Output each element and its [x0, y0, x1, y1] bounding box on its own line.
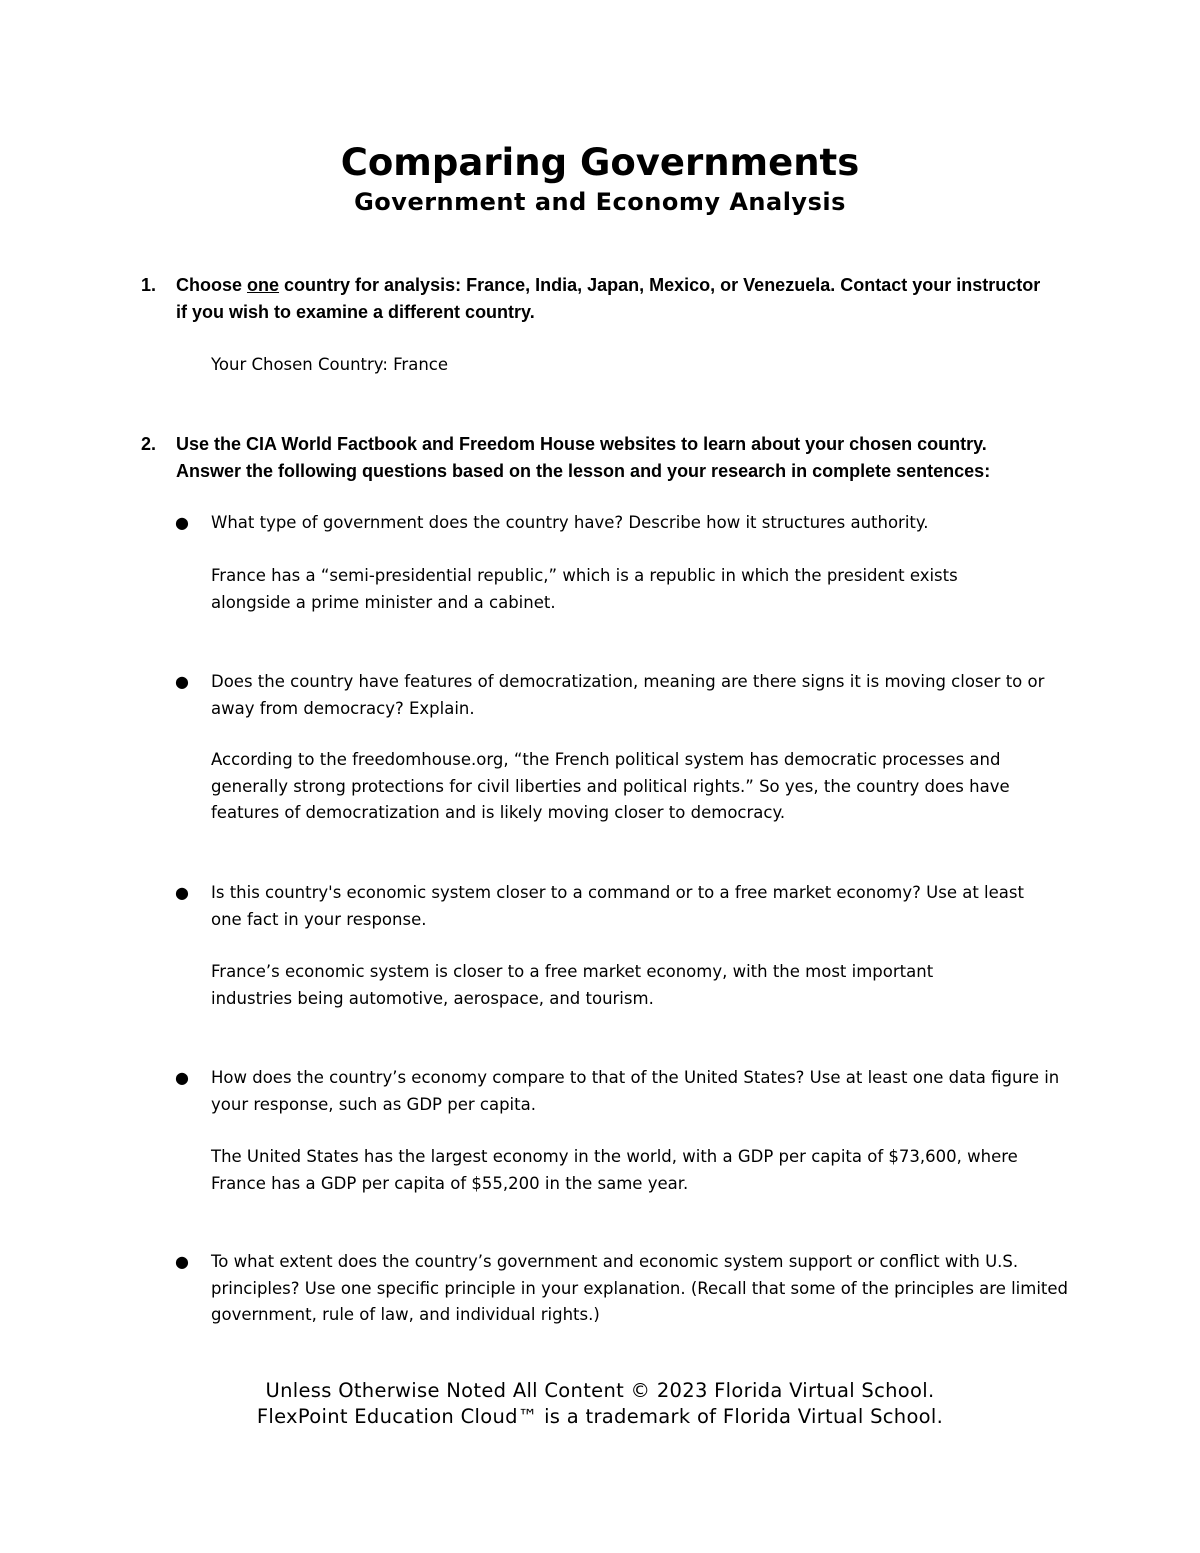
page-title: Comparing Governments: [340, 141, 860, 184]
bullet-5-question: To what extent does the country’s government and economic system support or conflict with U.S. principles? Use one specific principle in your explanation. (Recall that some of the principles are limited government, rule of law, and individual rights.): [211, 1252, 1069, 1324]
bullet-icon: ●: [175, 1068, 189, 1087]
bullet-4-answer: The United States has the largest economy in the world, with a GDP per capita of $73,600, where France has a GDP per capita of $55,200 in the same year.: [211, 1147, 1018, 1193]
question-1: [141, 272, 1041, 326]
bullet-3-answer: France’s economic system is closer to a free market economy, with the most important industries being automotive, aerospace, and tourism.: [211, 962, 934, 1008]
copyright-footer: [0, 1378, 1200, 1430]
page-subtitle: Government and Economy Analysis: [354, 188, 846, 216]
bullet-icon: ●: [175, 513, 189, 532]
bullet-icon: ●: [175, 883, 189, 902]
question-2: [141, 431, 1041, 485]
footer-line-2: FlexPoint Education Cloud™ is a trademark of Florida Virtual School.: [256, 1405, 944, 1428]
bullet-icon: ●: [175, 672, 189, 691]
bullet-4-question: How does the country’s economy compare to that of the United States? Use at least one data figure in your response, such as GDP per capita.: [211, 1068, 1060, 1114]
bullet-icon: ●: [175, 1252, 189, 1271]
bullet-1-answer: France has a “semi-presidential republic,” which is a republic in which the president exists alongside a prime minister and a cabinet.: [211, 566, 958, 612]
question-1-text: Choose one country for analysis: France, India, Japan, Mexico, or Venezuela. Contact your instructor if you wish to examine a different country.: [176, 275, 1041, 322]
question-2-text: Use the CIA World Factbook and Freedom House websites to learn about your chosen country. Answer the following questions based on the lesson and your research in complete sentences:: [176, 434, 991, 481]
question-1-answer: Your Chosen Country: France: [211, 355, 449, 374]
emphasis-one: one: [247, 275, 280, 295]
question-1-number: 1.: [141, 275, 157, 295]
bullet-2-question: Does the country have features of democratization, meaning are there signs it is moving closer to or away from democracy? Explain.: [211, 672, 1045, 718]
question-2-number: 2.: [141, 434, 157, 454]
bullet-3-question: Is this country's economic system closer to a command or to a free market economy? Use at least one fact in your response.: [211, 883, 1024, 929]
footer-line-1: Unless Otherwise Noted All Content © 2023 Florida Virtual School.: [265, 1379, 935, 1402]
bullet-1-question: What type of government does the country have? Describe how it structures authority.: [211, 513, 929, 532]
bullet-2-answer: According to the freedomhouse.org, “the French political system has democratic processes and generally strong protections for civil liberties and political rights.” So yes, the country does have features of democratization and is likely moving closer to democracy.: [211, 750, 1010, 822]
